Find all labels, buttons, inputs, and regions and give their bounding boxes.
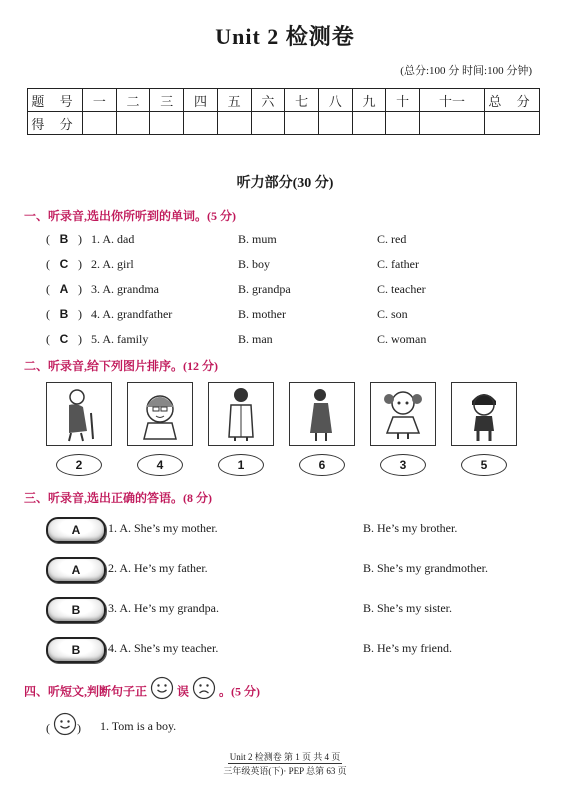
statement: 1. Tom is a boy. bbox=[100, 719, 177, 733]
part4-title bbox=[24, 676, 260, 709]
picture-row bbox=[46, 382, 516, 477]
score-col: 九 bbox=[352, 89, 386, 112]
part4-title-b: 误 bbox=[177, 684, 190, 699]
score-col: 八 bbox=[318, 89, 352, 112]
part1-item bbox=[0, 307, 570, 327]
exam-meta: (总分:100 分 时间:100 分钟) bbox=[400, 65, 532, 77]
score-cell[interactable] bbox=[184, 112, 218, 135]
part1-item bbox=[0, 332, 570, 352]
answer-pill: B bbox=[46, 637, 106, 663]
smile-face-icon bbox=[53, 712, 77, 746]
listening-heading: 听力部分(30 分) bbox=[236, 176, 334, 191]
page-title: Unit 2 检测卷 bbox=[215, 24, 355, 49]
score-cell[interactable] bbox=[150, 112, 184, 135]
order-oval: 1 bbox=[218, 454, 264, 476]
score-row-label: 题 号 bbox=[28, 89, 83, 112]
option-c: C. teacher bbox=[377, 282, 426, 296]
option-b: B. He’s my friend. bbox=[363, 641, 452, 655]
answer-pill: A bbox=[46, 557, 106, 583]
order-oval: 2 bbox=[56, 454, 102, 476]
order-oval: 3 bbox=[380, 454, 426, 476]
part1-item bbox=[0, 232, 570, 252]
option-b: B. boy bbox=[238, 257, 271, 271]
part4-item bbox=[0, 712, 570, 740]
option-b: B. grandpa bbox=[238, 282, 291, 296]
score-cell[interactable] bbox=[83, 112, 117, 135]
score-col: 四 bbox=[184, 89, 218, 112]
option-a: 3. A. grandma bbox=[91, 282, 159, 296]
option-a: 3. A. He’s my grandpa. bbox=[108, 601, 219, 615]
option-b: B. man bbox=[238, 332, 273, 346]
option-b: B. He’s my brother. bbox=[363, 521, 458, 535]
option-a: 2. A. girl bbox=[91, 257, 134, 271]
part2-title: 二、听录音,给下列图片排序。(12 分) bbox=[24, 359, 218, 373]
old-man-icon bbox=[46, 382, 112, 446]
part4-title-c: 。(5 分) bbox=[219, 684, 261, 699]
woman-icon bbox=[289, 382, 355, 446]
answer-slot: ( C ) bbox=[46, 332, 82, 346]
option-a: 1. A. dad bbox=[91, 232, 135, 246]
order-oval: 4 bbox=[137, 454, 183, 476]
score-col: 三 bbox=[150, 89, 184, 112]
option-b: B. mother bbox=[238, 307, 286, 321]
option-a: 4. A. grandfather bbox=[91, 307, 173, 321]
part1-title: 一、听录音,选出你所听到的单词。(5 分) bbox=[24, 209, 236, 223]
option-b: B. She’s my sister. bbox=[363, 601, 453, 615]
score-table-score-row bbox=[28, 112, 540, 135]
part3-title: 三、听录音,选出正确的答语。(8 分) bbox=[24, 491, 212, 505]
score-table-header-row bbox=[28, 89, 540, 112]
score-cell[interactable] bbox=[386, 112, 420, 135]
part3-item bbox=[0, 635, 570, 665]
score-col: 十一 bbox=[420, 89, 485, 112]
option-a: 2. A. He’s my father. bbox=[108, 561, 208, 575]
girl-icon bbox=[370, 382, 436, 446]
answer-pill: B bbox=[46, 597, 106, 623]
option-b: B. She’s my grandmother. bbox=[363, 561, 488, 575]
answer-slot: ( ) bbox=[46, 712, 81, 746]
score-cell[interactable] bbox=[116, 112, 150, 135]
score-cell[interactable] bbox=[420, 112, 485, 135]
score-col: 七 bbox=[285, 89, 319, 112]
part1-item bbox=[0, 282, 570, 302]
smile-face-icon bbox=[150, 676, 174, 709]
score-cell[interactable] bbox=[217, 112, 251, 135]
score-cell[interactable] bbox=[251, 112, 285, 135]
score-table bbox=[27, 88, 540, 135]
footer-line1: Unit 2 检测卷 第 1 页 共 4 页 bbox=[229, 752, 341, 762]
score-cell[interactable] bbox=[352, 112, 386, 135]
part3-item bbox=[0, 515, 570, 545]
footer-line2: 三年级英语(下)· PEP 总第 63 页 bbox=[223, 766, 347, 776]
doctor-man-icon bbox=[208, 382, 274, 446]
answer-slot: ( C ) bbox=[46, 257, 82, 271]
score-cell[interactable] bbox=[318, 112, 352, 135]
answer-pill: A bbox=[46, 517, 106, 543]
option-a: 4. A. She’s my teacher. bbox=[108, 641, 219, 655]
part4-title-a: 四、听短文,判断句子正 bbox=[24, 684, 148, 699]
answer-slot: ( B ) bbox=[46, 307, 82, 321]
option-b: B. mum bbox=[238, 232, 277, 246]
order-oval: 6 bbox=[299, 454, 345, 476]
boy-icon bbox=[451, 382, 517, 446]
score-col: 十 bbox=[386, 89, 420, 112]
score-cell[interactable] bbox=[285, 112, 319, 135]
score-col: 一 bbox=[83, 89, 117, 112]
score-total-label: 总 分 bbox=[485, 89, 540, 112]
part3-item bbox=[0, 555, 570, 585]
part1-item bbox=[0, 257, 570, 277]
score-col: 六 bbox=[251, 89, 285, 112]
score-cell[interactable] bbox=[485, 112, 540, 135]
option-a: 5. A. family bbox=[91, 332, 149, 346]
score-col: 五 bbox=[217, 89, 251, 112]
option-c: C. father bbox=[377, 257, 419, 271]
order-oval: 5 bbox=[461, 454, 507, 476]
score-row-label: 得 分 bbox=[28, 112, 83, 135]
answer-slot: ( A ) bbox=[46, 282, 82, 296]
score-col: 二 bbox=[116, 89, 150, 112]
option-c: C. son bbox=[377, 307, 408, 321]
option-a: 1. A. She’s my mother. bbox=[108, 521, 218, 535]
option-c: C. red bbox=[377, 232, 407, 246]
part3-item bbox=[0, 595, 570, 625]
option-c: C. woman bbox=[377, 332, 427, 346]
grandma-icon bbox=[127, 382, 193, 446]
answer-slot: ( B ) bbox=[46, 232, 82, 246]
sad-face-icon bbox=[192, 676, 216, 709]
